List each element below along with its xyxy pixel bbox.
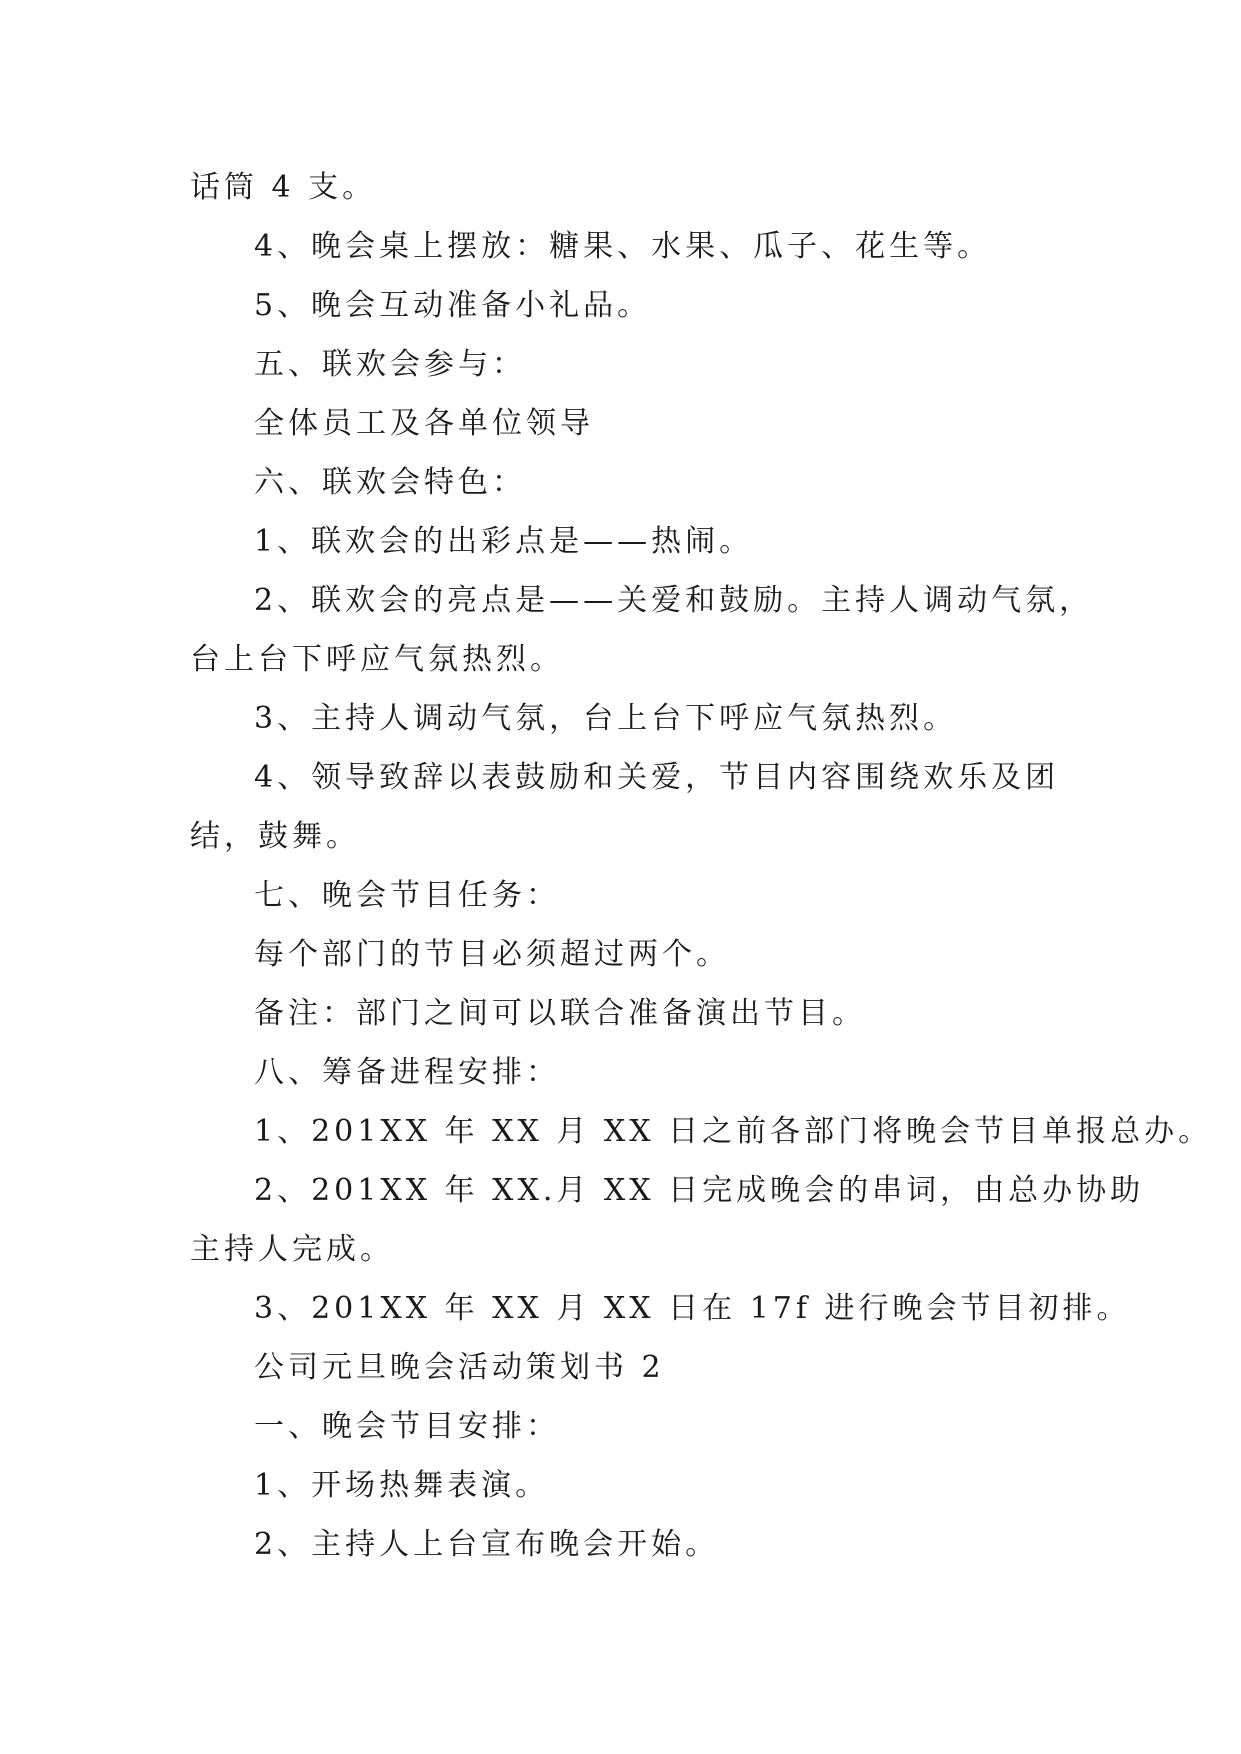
paragraph-line: 全体员工及各单位领导 — [254, 406, 594, 441]
paragraph-line: 2、联欢会的亮点是——关爱和鼓励。主持人调动气氛， — [254, 583, 1094, 618]
paragraph-line: 结，鼓舞。 — [190, 819, 360, 854]
paragraph-line: 主持人完成。 — [190, 1232, 394, 1267]
section-heading: 七、晚会节目任务： — [254, 878, 560, 913]
paragraph-line: 台上台下呼应气氛热烈。 — [190, 642, 564, 677]
section-heading: 六、联欢会特色： — [254, 465, 526, 500]
paragraph-line: 2、201XX 年 XX.月 XX 日完成晚会的串词，由总办协助 — [254, 1173, 1145, 1208]
paragraph-line: 4、领导致辞以表鼓励和关爱，节目内容围绕欢乐及团 — [254, 760, 1060, 795]
paragraph-line: 话筒 4 支。 — [190, 170, 377, 205]
section-heading: 五、联欢会参与： — [254, 347, 526, 382]
paragraph-line: 每个部门的节目必须超过两个。 — [254, 937, 730, 972]
paragraph-line: 3、主持人调动气氛，台上台下呼应气氛热烈。 — [254, 701, 958, 736]
paragraph-line: 备注：部门之间可以联合准备演出节目。 — [254, 996, 866, 1031]
paragraph-line: 1、201XX 年 XX 月 XX 日之前各部门将晚会节目单报总办。 — [254, 1114, 1213, 1149]
document-body — [190, 158, 1213, 1574]
paragraph-line: 5、晚会互动准备小礼品。 — [254, 288, 652, 323]
section-heading: 一、晚会节目安排： — [254, 1409, 560, 1444]
paragraph-line: 2、主持人上台宣布晚会开始。 — [254, 1527, 720, 1562]
paragraph-line: 4、晚会桌上摆放：糖果、水果、瓜子、花生等。 — [254, 229, 992, 264]
paragraph-line: 3、201XX 年 XX 月 XX 日在 17f 进行晚会节目初排。 — [254, 1291, 1131, 1326]
paragraph-line: 1、联欢会的出彩点是——热闹。 — [254, 524, 754, 559]
paragraph-line: 1、开场热舞表演。 — [254, 1468, 550, 1503]
document-subtitle: 公司元旦晚会活动策划书 2 — [254, 1350, 665, 1385]
section-heading: 八、筹备进程安排： — [254, 1055, 560, 1090]
